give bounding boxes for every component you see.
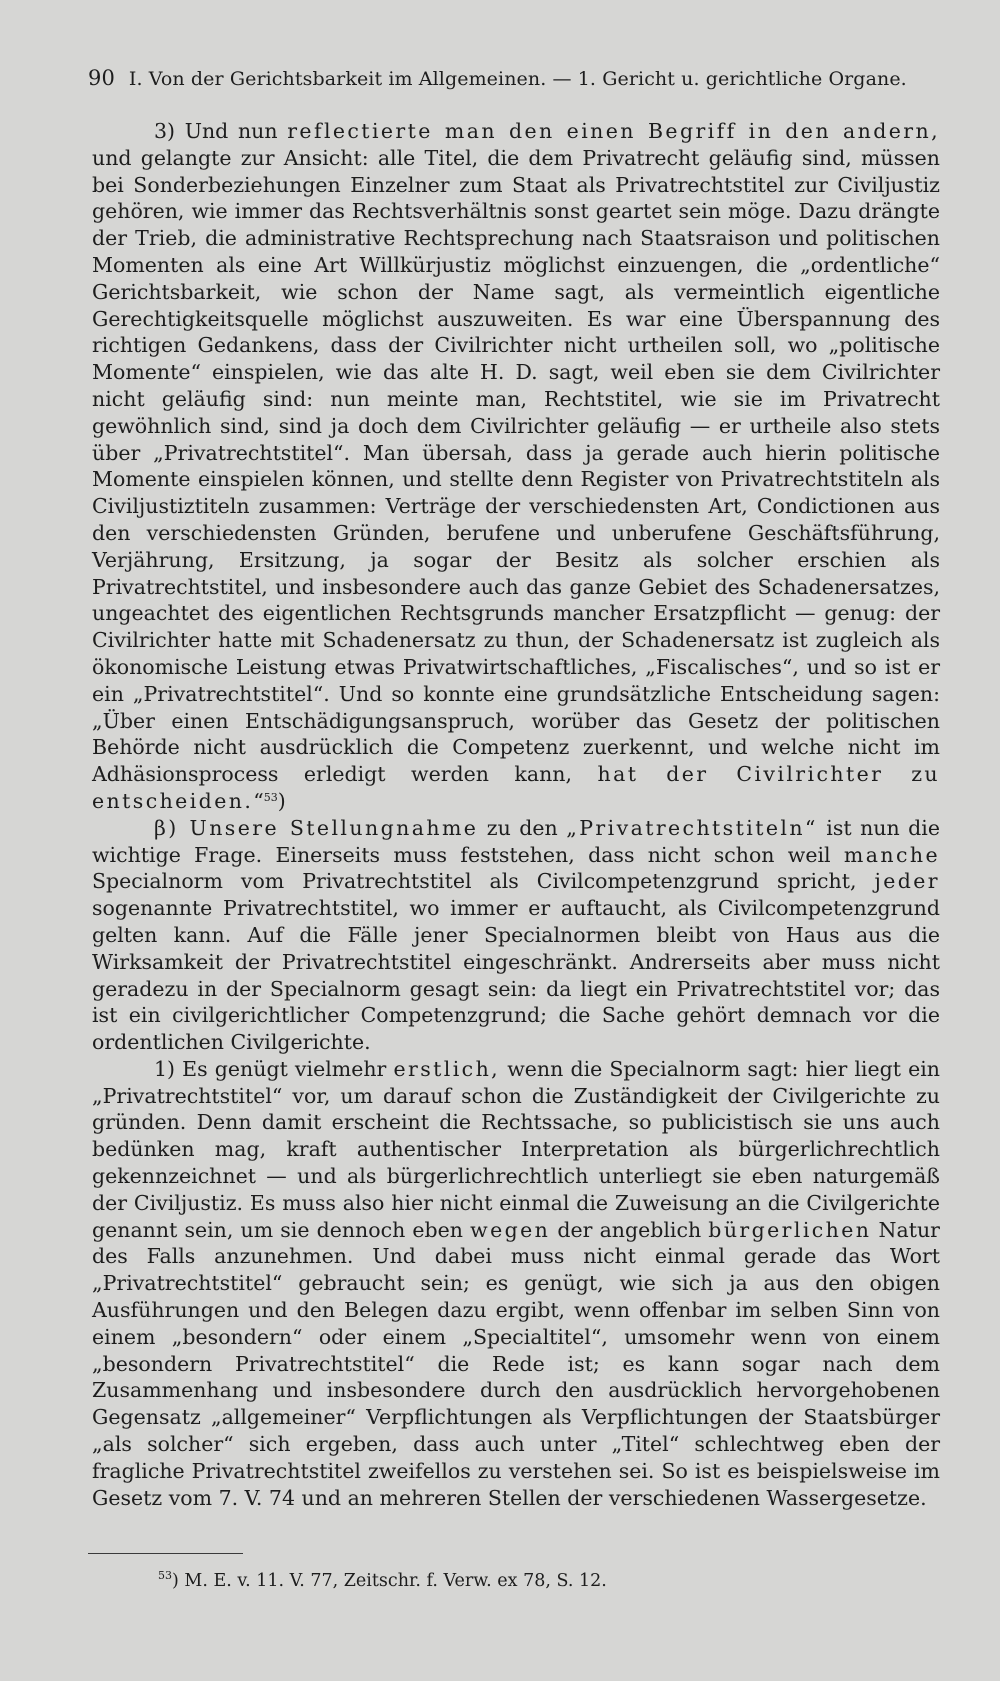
paragraph-1 — [92, 118, 940, 815]
spaced-emphasis: „Privatrechtstiteln“ — [566, 815, 818, 840]
footnote-reference[interactable]: 53 — [263, 790, 278, 804]
spaced-emphasis: reflectierte man den einen Begriff in den andern, — [287, 119, 940, 143]
paragraph-marker: β) Unsere Stellungnahme — [154, 815, 479, 840]
running-header — [88, 66, 907, 90]
paragraph-text: der angeblich — [557, 1217, 702, 1242]
paragraph-text: sogenannte Privatrechtstitel, wo immer er auftaucht, als Civilcompetenzgrund gelten kann. Auf die Fälle jener Specialnormen bleibt von Haus aus die Wirksamkeit der Privatrechtstitel eingeschränkt. Andrerseits aber muss nicht geradezu in der Specialnorm gesagt sein: da liegt ein Privatrechtstitel vor; das ist ein civilgerichtlicher Competenzgrund; die Sache gehört demnach vor die ordentlichen Civilgerichte. — [92, 896, 940, 1055]
running-title: I. Von der Gerichtsbarkeit im Allgemeinen. — 1. Gericht u. gerichtliche Organe. — [128, 68, 907, 90]
spaced-emphasis: bürgerlichen — [708, 1217, 872, 1242]
page-number: 90 — [88, 66, 115, 90]
paragraph-text: Specialnorm vom Privatrechtstitel als Civilcompetenzgrund spricht, — [92, 869, 857, 894]
spaced-emphasis: wegen — [470, 1217, 551, 1242]
paragraph-marker: 3) Und nun — [154, 119, 278, 143]
spaced-emphasis: erstlich, — [393, 1056, 501, 1081]
paragraph-3 — [92, 1056, 940, 1512]
paragraph-text: wenn die Specialnorm sagt: hier liegt ein „Privatrechtstitel“ vor, um darauf schon die Zuständigkeit der Civilgerichte zu gründen. Denn damit erscheint die Rechtssache, so publicistisch sie uns auch bedünken mag, kraft authentischer Interpretation als bürgerlichrechtlich gekennzeichnet — und als bürgerlichrechtlich unterliegt sie eben naturgemäß der Civiljustiz. Es muss also hier nicht einmal die Zuweisung an die Civilgerichte genannt sein, um sie dennoch eben — [92, 1056, 940, 1242]
closing-quote: “ — [253, 788, 264, 813]
spaced-emphasis: manche — [843, 842, 940, 867]
paragraph-text: ist nun die wichtige Frage. Einerseits muss feststehen, dass nicht schon weil — [92, 815, 940, 867]
footnote-text: M. E. v. 11. V. 77, Zeitschr. f. Verw. ex 78, S. 12. — [184, 1571, 607, 1591]
paragraph-text: Natur des Falls anzunehmen. Und dabei muss nicht einmal gerade das Wort „Privatrechtstitel“ gebraucht sein; es genügt, wie sich ja aus den obigen Ausführungen und den Belegen dazu ergibt, wenn offenbar im selben Sinn von einem „besondern“ oder einem „Specialtitel“, umsomehr wenn von einem „besondern Privatrechtstitel“ die Rede ist; es kann sogar nach dem Zusammenhang und insbesondere durch den ausdrücklich hervorgehobenen Gegensatz „allgemeiner“ Verpflichtungen als Verpflichtungen der Staatsbürger „als solcher“ sich ergeben, dass auch unter „Titel“ schlechtweg eben der fragliche Privatrechtstitel zweifellos zu verstehen sei. So ist es beispielsweise im Gesetz vom 7. V. 74 und an mehreren Stellen der verschiedenen Wassergesetze. — [92, 1217, 940, 1510]
paragraph-text: und gelangte zur Ansicht: alle Titel, die dem Privatrecht geläufig sind, müssen bei Sonderbeziehungen Einzelner zum Staat als Privatrechtstitel zur Civiljustiz gehören, wie immer das Rechtsverhältnis sonst geartet sein möge. Dazu drängte der Trieb, die administrative Rechtsprechung nach Staatsraison und politischen Momenten als eine Art Willkürjustiz möglichst einzuengen, die „ordentliche“ Gerichtsbarkeit, wie schon der Name sagt, als vermeintlich eigentliche Gerechtigkeitsquelle möglichst auszuweiten. Es war eine Überspannung des richtigen Gedankens, dass der Civilrichter nicht urtheilen soll, wo „politische Momente“ einspielen, wie das alte H. D. sagt, weil eben sie dem Civilrichter nicht geläufig sind: nun meinte man, Rechtstitel, wie sie im Privatrecht gewöhnlich sind, sind ja doch dem Civilrichter geläufig — er urtheile also stets über „Privatrechtstitel“. Man übersah, dass ja gerade auch hierin politische Momente einspielen können, und stellte denn Register von Privatrechtstiteln als Civiljustiztiteln zusammen: Verträge der verschiedensten Art, Condictionen aus den verschiedensten Gründen, berufene und unberufene Geschäftsführung, Verjährung, Ersitzung, ja sogar der Besitz als solcher erschien als Privatrechtstitel, und insbesondere auch das ganze Gebiet des Schadenersatzes, ungeachtet des eigentlichen Rechtsgrunds mancher Ersatzpflicht — genug: der Civilrichter hatte mit Schadenersatz zu thun, der Schadenersatz ist zugleich als ökonomische Leistung etwas Privatwirtschaftliches, „Fiscalisches“, und so ist er ein „Privatrechtstitel“. Und so konnte eine grundsätzliche Entscheidung sagen: „Über einen Entschädigungsanspruch, worüber das Gesetz der politischen Behörde nicht ausdrücklich die Competenz zuerkennt, und welche nicht im Adhäsionsprocess erledigt werden kann, — [92, 145, 940, 787]
footnote-paren: ) — [172, 1571, 179, 1591]
footnote — [158, 1571, 858, 1591]
footnote-number: 53 — [158, 1569, 172, 1582]
footnote-divider — [88, 1553, 243, 1554]
spaced-emphasis: hat der Civilrichter zu entscheiden. — [92, 762, 940, 813]
paragraph-text: zu den — [486, 815, 558, 840]
paragraph-2 — [92, 815, 940, 1056]
paragraph-text: 1) Es genügt vielmehr — [154, 1056, 387, 1081]
spaced-emphasis: jeder — [874, 869, 940, 894]
closing-paren: ) — [277, 788, 286, 813]
body-text — [92, 118, 940, 1511]
